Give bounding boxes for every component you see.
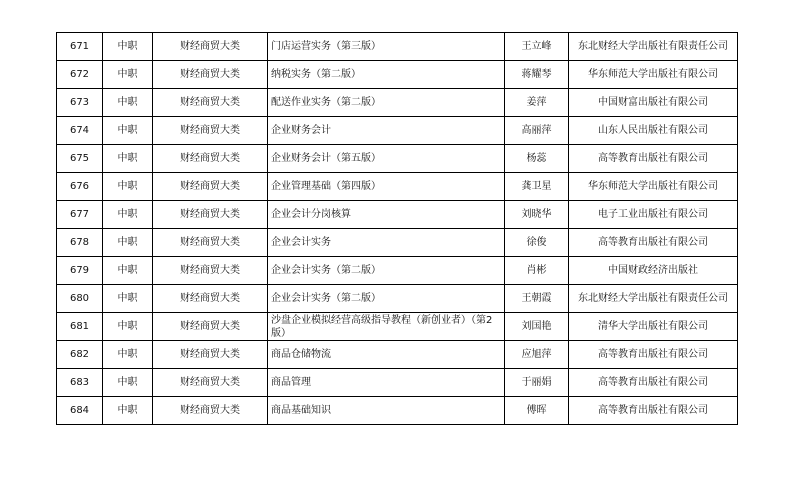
book-publisher: 东北财经大学出版社有限责任公司 [569,33,738,61]
book-author: 刘晓华 [505,201,569,229]
book-publisher: 东北财经大学出版社有限责任公司 [569,285,738,313]
row-number: 681 [57,313,103,341]
subject-category: 财经商贸大类 [153,341,268,369]
row-number: 675 [57,145,103,173]
subject-category: 财经商贸大类 [153,285,268,313]
row-number: 674 [57,117,103,145]
table-row [57,397,738,425]
table-row [57,145,738,173]
table-row [57,33,738,61]
book-title: 纳税实务（第二版） [268,61,505,89]
row-number: 677 [57,201,103,229]
school-level: 中职 [103,285,153,313]
school-level: 中职 [103,229,153,257]
subject-category: 财经商贸大类 [153,229,268,257]
table-row [57,117,738,145]
school-level: 中职 [103,173,153,201]
book-author: 蒋耀琴 [505,61,569,89]
table-row [57,369,738,397]
subject-category: 财经商贸大类 [153,145,268,173]
subject-category: 财经商贸大类 [153,117,268,145]
book-author: 肖彬 [505,257,569,285]
book-publisher: 高等教育出版社有限公司 [569,397,738,425]
subject-category: 财经商贸大类 [153,397,268,425]
book-publisher: 清华大学出版社有限公司 [569,313,738,341]
book-author: 于丽娟 [505,369,569,397]
book-title: 沙盘企业模拟经营高级指导教程（新创业者）（第2版） [268,313,505,341]
book-title: 企业财务会计（第五版） [268,145,505,173]
book-author: 龚卫星 [505,173,569,201]
book-author: 刘国艳 [505,313,569,341]
table-row [57,285,738,313]
book-title: 企业会计实务（第二版） [268,257,505,285]
row-number: 683 [57,369,103,397]
book-publisher: 中国财富出版社有限公司 [569,89,738,117]
book-author: 王朝霞 [505,285,569,313]
table-body [57,33,738,425]
subject-category: 财经商贸大类 [153,33,268,61]
table-row [57,201,738,229]
row-number: 680 [57,285,103,313]
row-number: 679 [57,257,103,285]
book-publisher: 高等教育出版社有限公司 [569,369,738,397]
table-row [57,341,738,369]
school-level: 中职 [103,33,153,61]
school-level: 中职 [103,89,153,117]
book-author: 徐俊 [505,229,569,257]
book-title: 企业会计分岗核算 [268,201,505,229]
book-publisher: 高等教育出版社有限公司 [569,229,738,257]
row-number: 684 [57,397,103,425]
book-publisher: 中国财政经济出版社 [569,257,738,285]
row-number: 673 [57,89,103,117]
subject-category: 财经商贸大类 [153,313,268,341]
subject-category: 财经商贸大类 [153,369,268,397]
row-number: 672 [57,61,103,89]
book-title: 企业财务会计 [268,117,505,145]
table-row [57,313,738,341]
school-level: 中职 [103,257,153,285]
school-level: 中职 [103,369,153,397]
book-title: 企业会计实务（第二版） [268,285,505,313]
row-number: 682 [57,341,103,369]
book-publisher: 山东人民出版社有限公司 [569,117,738,145]
book-author: 应旭萍 [505,341,569,369]
school-level: 中职 [103,313,153,341]
book-author: 王立峰 [505,33,569,61]
book-publisher: 高等教育出版社有限公司 [569,341,738,369]
subject-category: 财经商贸大类 [153,201,268,229]
book-title: 配送作业实务（第二版） [268,89,505,117]
table-row [57,173,738,201]
book-publisher: 电子工业出版社有限公司 [569,201,738,229]
school-level: 中职 [103,61,153,89]
row-number: 678 [57,229,103,257]
school-level: 中职 [103,145,153,173]
table-row [57,229,738,257]
row-number: 671 [57,33,103,61]
book-author: 傅晖 [505,397,569,425]
table-row [57,257,738,285]
book-author: 姜萍 [505,89,569,117]
table-row [57,89,738,117]
school-level: 中职 [103,117,153,145]
book-title: 商品仓储物流 [268,341,505,369]
book-title: 商品基础知识 [268,397,505,425]
book-title: 商品管理 [268,369,505,397]
school-level: 中职 [103,341,153,369]
book-author: 杨蕊 [505,145,569,173]
book-author: 高丽萍 [505,117,569,145]
book-publisher: 高等教育出版社有限公司 [569,145,738,173]
school-level: 中职 [103,397,153,425]
book-title: 企业管理基础（第四版） [268,173,505,201]
row-number: 676 [57,173,103,201]
book-title: 门店运营实务（第三版） [268,33,505,61]
subject-category: 财经商贸大类 [153,257,268,285]
book-publisher: 华东师范大学出版社有限公司 [569,61,738,89]
subject-category: 财经商贸大类 [153,173,268,201]
table-row [57,61,738,89]
subject-category: 财经商贸大类 [153,89,268,117]
subject-category: 财经商贸大类 [153,61,268,89]
textbook-table [56,32,738,425]
book-title: 企业会计实务 [268,229,505,257]
book-publisher: 华东师范大学出版社有限公司 [569,173,738,201]
school-level: 中职 [103,201,153,229]
